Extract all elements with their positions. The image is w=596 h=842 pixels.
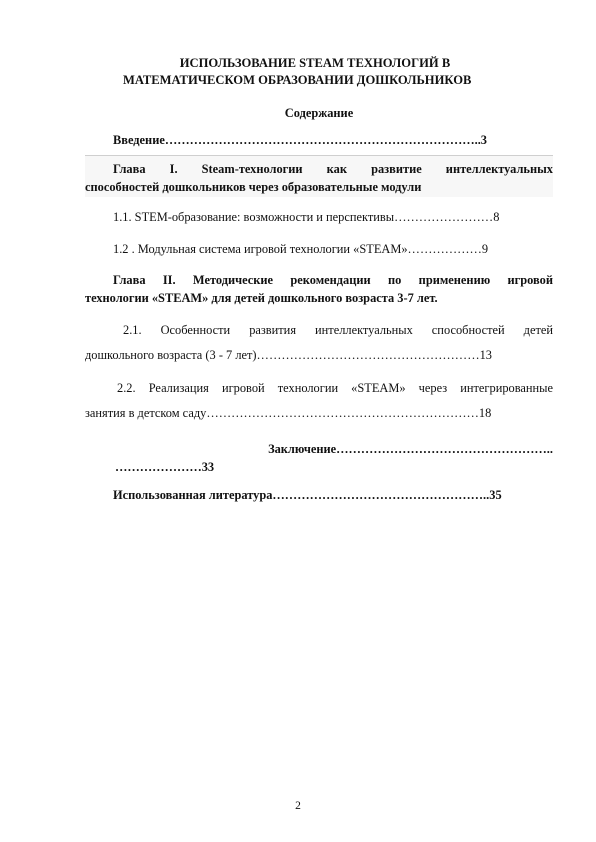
toc-chapter-2-line-1-text: Глава II. Методические рекомендации по применению игровой bbox=[113, 273, 553, 287]
toc-section-1-1 bbox=[85, 208, 553, 226]
toc-references bbox=[85, 486, 553, 504]
document-title bbox=[95, 55, 535, 89]
toc-section-2-1-line-2: дошкольного возраста (3 - 7 лет)………………………………………………13 bbox=[85, 348, 492, 362]
toc-chapter-2-line-1 bbox=[85, 271, 553, 289]
toc-conclusion-line-1: Заключение…………………………………………….. bbox=[268, 442, 553, 456]
page-number: 2 bbox=[295, 800, 301, 812]
toc-chapter-2 bbox=[85, 271, 553, 307]
toc-section-2-1 bbox=[85, 318, 553, 368]
toc-conclusion bbox=[115, 440, 553, 476]
toc-intro-text: Введение…………………………………………………………………..3 bbox=[113, 133, 487, 147]
toc-section-1-2 bbox=[85, 240, 553, 258]
title-line-1: ИСПОЛЬЗОВАНИЕ STEAM ТЕХНОЛОГИЙ В bbox=[179, 56, 451, 70]
toc-section-2-2-line-2: занятия в детском саду…………………………………………………………18 bbox=[85, 406, 492, 420]
toc-section-1-1-text: 1.1. STEM-образование: возможности и перспективы……………………8 bbox=[113, 210, 500, 224]
toc-section-2-2-line-1-text: 2.2. Реализация игровой технологии «STEAM» через интегрированные bbox=[117, 381, 553, 395]
toc-chapter-1 bbox=[85, 155, 553, 197]
toc-section-2-1-line-1-text: 2.1. Особенности развития интеллектуальных способностей детей bbox=[123, 323, 553, 337]
toc-conclusion-line-2: …………………33 bbox=[115, 460, 215, 474]
toc-section-1-2-text: 1.2 . Модульная система игровой технологии «STEAM»………………9 bbox=[113, 242, 489, 256]
toc-chapter-1-line-1 bbox=[85, 160, 553, 178]
toc-chapter-2-line-2: технологии «STEAM» для детей дошкольного возраста 3-7 лет. bbox=[85, 291, 438, 305]
toc-section-2-1-line-1 bbox=[85, 318, 553, 343]
toc-references-text: Использованная литература……………………………………………..35 bbox=[113, 488, 502, 502]
toc-intro bbox=[85, 131, 553, 149]
title-line-2: МАТЕМАТИЧЕСКОМ ОБРАЗОВАНИИ ДОШКОЛЬНИКОВ bbox=[123, 73, 472, 87]
toc-section-2-2 bbox=[85, 376, 553, 426]
contents-heading: Содержание bbox=[284, 106, 354, 120]
toc-section-2-2-line-1 bbox=[85, 376, 553, 401]
toc-chapter-1-line-1-text: Глава I. Steam-технологии как развитие интеллектуальных bbox=[113, 162, 553, 176]
toc-chapter-1-line-2: способностей дошкольников через образовательные модули bbox=[85, 180, 422, 194]
